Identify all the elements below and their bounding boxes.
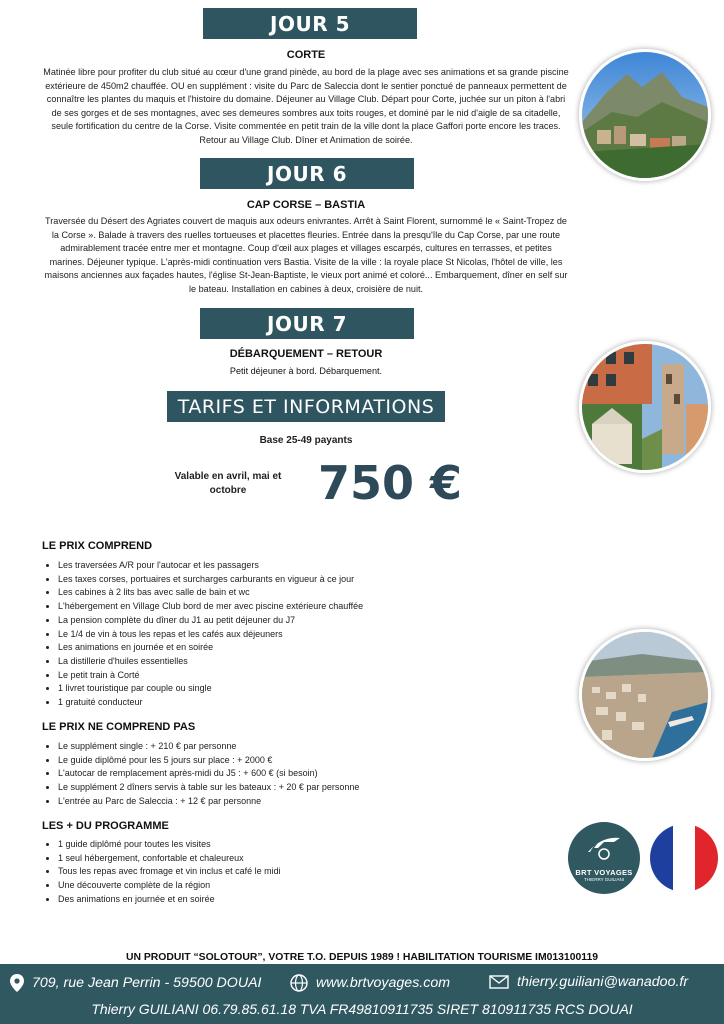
footer-legal: Thierry GUILIANI 06.79.85.61.18 TVA FR49810911735 SIRET 810911735 RCS DOUAI bbox=[91, 1001, 633, 1017]
brt-logo bbox=[568, 822, 640, 894]
footer bbox=[0, 964, 724, 1024]
jour7-banner: JOUR 7 bbox=[200, 308, 414, 339]
logo-sub: THIERRY GUILIANI bbox=[583, 877, 625, 882]
list-item: • L'autocar de remplacement après-midi du J5 : + 600 € (si besoin) bbox=[58, 767, 359, 781]
footer-address: 709, rue Jean Perrin - 59500 DOUAI bbox=[32, 975, 262, 991]
tarifs-base: Base 25-49 payants bbox=[259, 435, 353, 446]
corte-photo bbox=[579, 49, 711, 181]
list-item: • La pension complète du dîner du J1 au petit déjeuner du J7 bbox=[58, 614, 363, 628]
french-flag bbox=[650, 824, 718, 892]
plus-list bbox=[42, 838, 281, 907]
jour7-text: Petit déjeuner à bord. Débarquement. bbox=[229, 366, 383, 376]
jour5-banner: JOUR 5 bbox=[203, 8, 417, 39]
list-item: • L'hébergement en Village Club bord de mer avec piscine extérieure chauffée bbox=[58, 600, 363, 614]
comprend-heading: LE PRIX COMPREND bbox=[42, 540, 153, 552]
footer-email[interactable]: thierry.guiliani@wanadoo.fr bbox=[517, 974, 689, 990]
list-item: • 1 gratuité conducteur bbox=[58, 696, 363, 710]
logo-name: BRT VOYAGES bbox=[575, 868, 633, 877]
jour7-title: DÉBARQUEMENT – RETOUR bbox=[229, 348, 383, 360]
list-item: • Le guide diplômé pour les 5 jours sur place : + 2000 € bbox=[58, 754, 359, 768]
jour6-banner: JOUR 6 bbox=[200, 158, 414, 189]
jour5-title: CORTE bbox=[286, 49, 326, 61]
ne-comprend-list bbox=[42, 740, 359, 809]
tarifs-banner: TARIFS ET INFORMATIONS bbox=[167, 391, 445, 422]
list-item: • Le 1/4 de vin à tous les repas et les cafés aux déjeuners bbox=[58, 628, 363, 642]
jour5-text: Matinée libre pour profiter du club situé au cœur d'une grand pinède, au bord de la plage avec ses animations et sa grande piscine extérieure de 450m2 chauffée. OU en supplément : visite du Parc de Saleccia dont le sentier ponctué de panneaux permettent de connaître les plantes du maquis et l'histoire du domaine. Déjeuner au Village Club. Départ pour Corte, juchée sur un piton à l'abri de ses gorges et de ses montagnes, avec ses demeures sombres aux toits rouges, et dominé par le nid d'aigle de sa citadelle, seule fortification du centre de la Corse. Visite commentée en petit train de la ville dont la place Gaffori porte encore les traces. Retour au Village Club. Dîner et Animation de soirée. bbox=[43, 67, 569, 145]
price: 750 € bbox=[318, 456, 463, 510]
list-item: • Une découverte complète de la région bbox=[58, 879, 281, 893]
list-item: • 1 seul hébergement, confortable et chaleureux bbox=[58, 852, 281, 866]
list-item: • Les traversées A/R pour l'autocar et les passagers bbox=[58, 559, 363, 573]
list-item: • Les taxes corses, portuaires et surcharges carburants en vigueur à ce jour bbox=[58, 573, 363, 587]
list-item: • Le supplément single : + 210 € par personne bbox=[58, 740, 359, 754]
globe-icon bbox=[290, 974, 308, 992]
list-item: • 1 guide diplômé pour toutes les visites bbox=[58, 838, 281, 852]
list-item: • Des animations en journée et en soirée bbox=[58, 893, 281, 907]
plus-heading: LES + DU PROGRAMME bbox=[42, 820, 169, 832]
mail-icon bbox=[489, 975, 509, 989]
bastia-aerial-photo bbox=[579, 629, 711, 761]
tagline: UN PRODUIT “SOLOTOUR”, VOTRE T.O. DEPUIS 1989 ! HABILITATION TOURISME IM013100119 bbox=[125, 952, 599, 963]
tarifs-validity: Valable en avril, mai et octobre bbox=[174, 471, 282, 496]
ne-comprend-heading: LE PRIX NE COMPREND PAS bbox=[42, 721, 196, 733]
list-item: • Tous les repas avec fromage et vin inclus et café le midi bbox=[58, 865, 281, 879]
location-pin-icon bbox=[10, 974, 24, 992]
list-item: • Le petit train à Corté bbox=[58, 669, 363, 683]
jour6-title: CAP CORSE – BASTIA bbox=[246, 199, 366, 211]
list-item: • 1 livret touristique par couple ou single bbox=[58, 682, 363, 696]
jour6-text: Traversée du Désert des Agriates couvert de maquis aux odeurs enivrantes. Arrêt à Saint Florent, surnommé le « Saint-Tropez de la Corse ». Balade à travers des ruelles tortueuses et placettes fleuries. Entrée dans la presqu'île du Cap Corse, par une route admirablement tracée entre mer et montagne. Coup d'œil aux plages et villages escarpés, cultures en terrasses, et petites marines. Déjeuner typique. L'après-midi continuation vers Bastia. Visite de la ville : la royale place St Nicolas, l'hôtel de ville, les maisons anciennes aux façades hautes, l'église St-Jean-Baptiste, le vieux port animé et coloré... Embarquement, dîner en self sur le bateau. Installation en cabines à deux, croisière de nuit. bbox=[44, 216, 568, 294]
airplane-icon bbox=[584, 832, 624, 862]
bastia-town-photo bbox=[579, 341, 711, 473]
list-item: • L'entrée au Parc de Saleccia : + 12 € par personne bbox=[58, 795, 359, 809]
list-item: • Les cabines à 2 lits bas avec salle de bain et wc bbox=[58, 586, 363, 600]
list-item: • La distillerie d'huiles essentielles bbox=[58, 655, 363, 669]
list-item: • Les animations en journée et en soirée bbox=[58, 641, 363, 655]
list-item: • Le supplément 2 dîners servis à table sur les bateaux : + 20 € par personne bbox=[58, 781, 359, 795]
comprend-list bbox=[42, 559, 363, 710]
footer-website[interactable]: www.brtvoyages.com bbox=[316, 975, 451, 991]
